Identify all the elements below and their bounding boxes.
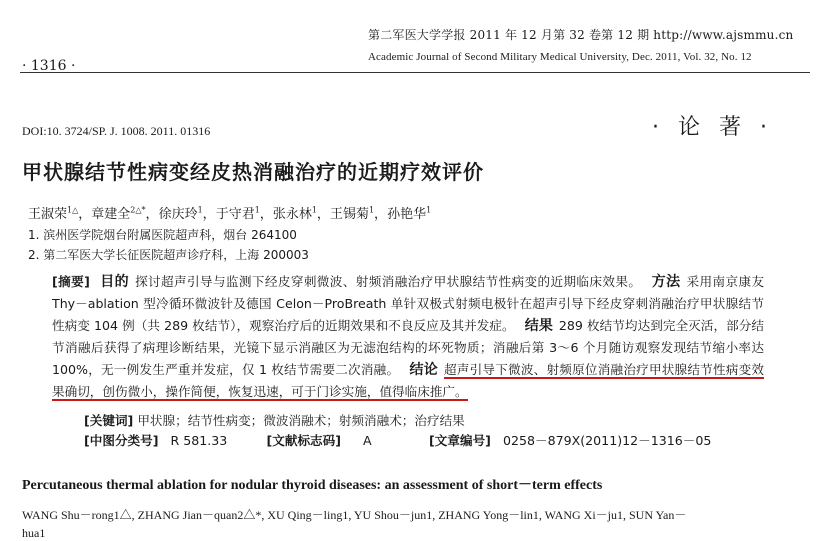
keywords-row bbox=[84, 410, 465, 429]
author-list-en-cont: hua1 bbox=[22, 526, 46, 540]
journal-header-en: Academic Journal of Second Military Medical University, Dec. 2011, Vol. 32, No. 12 bbox=[368, 51, 752, 63]
author-name: 张永林 bbox=[272, 207, 312, 222]
art-value: 0258－879X(2011)12－1316－05 bbox=[502, 433, 712, 448]
article-title-cn: 甲状腺结节性病变经皮热消融治疗的近期疗效评价 bbox=[22, 160, 484, 184]
author-sup: 1△ bbox=[67, 205, 79, 215]
author-sup: 1 bbox=[197, 205, 203, 215]
conclusion-label: 结论 bbox=[409, 362, 438, 378]
author-sup: 1 bbox=[368, 205, 375, 215]
doi-line: DOI:10. 3724/SP. J. 1008. 2011. 01316 bbox=[22, 124, 211, 138]
cls-label: [中图分类号] bbox=[84, 433, 159, 448]
keywords-label: [关键词] bbox=[84, 413, 134, 428]
author-name: 章建全 bbox=[91, 207, 131, 222]
header-rule bbox=[20, 72, 810, 73]
author-list-en: WANG Shu－rong1△, ZHANG Jian－quan2△*, XU Qing－ling1, YU Shou－jun1, ZHANG Yong－lin1, WANG Xi－ju1, SUN Yan－ bbox=[22, 508, 687, 522]
results-text: 289 枚结节均达到完全灭活，部分结节消融后获得了病理诊断结果，光镜下显示消融区为无滤泡结构的坏死物质；消融后第 3～6 个月随访观察发现结节缩小率达 100%，无一例发生严重并发症，仅 1 枚结节需要二次消融。 bbox=[52, 318, 764, 377]
objective-text: 探讨超声引导与监测下经皮穿刺微波、射频消融治疗甲状腺结节性病变的近期临床效果。 bbox=[135, 274, 642, 289]
author-name: 徐庆玲 bbox=[158, 207, 198, 222]
methods-text: 采用南京康友 Thy－ablation 型冷循环微波针及德国 Celon－ProBreath 单针双极式射频电极针在超声引导下经皮穿刺消融治疗甲状腺结节性病变 104 例（共 289 枚结节），观察治疗后的近期效果和不良反应及其并发症。 bbox=[52, 274, 765, 333]
author-name: 王锡菊 bbox=[329, 207, 369, 222]
article-title-en: Percutaneous thermal ablation for nodular thyroid diseases: an assessment of short－term effects bbox=[22, 478, 603, 493]
abstract-label: [摘要] bbox=[52, 274, 90, 289]
affiliation-2: 2. 第二军医大学长征医院超声诊疗科，上海 200003 bbox=[28, 248, 309, 262]
conclusion-text-highlighted: 超声引导下微波、射频原位消融治疗甲状腺结节性病变效果确切，创伤微小，操作简便，恢复迅速，可于门诊实施，值得临床推广。 bbox=[52, 362, 765, 399]
methods-label: 方法 bbox=[651, 274, 681, 290]
classification-row bbox=[84, 430, 711, 449]
cls-value: R 581.33 bbox=[170, 433, 228, 448]
author-sup: 1 bbox=[254, 205, 260, 215]
author-name: 王淑荣 bbox=[28, 207, 68, 222]
author-name: 孙艳华 bbox=[387, 207, 427, 222]
results-label: 结果 bbox=[524, 318, 553, 334]
author-sup: 1 bbox=[311, 205, 317, 215]
author-sup: 1 bbox=[426, 205, 432, 215]
page-number: · 1316 · bbox=[22, 58, 76, 74]
doc-label: [文献标志码] bbox=[266, 433, 341, 448]
abstract-block bbox=[52, 271, 764, 403]
affiliation-1: 1. 滨州医学院烟台附属医院超声科，烟台 264100 bbox=[28, 228, 297, 242]
art-label: [文章编号] bbox=[429, 433, 491, 448]
doc-value: A bbox=[363, 433, 372, 448]
keywords-text: 甲状腺；结节性病变；微波消融术；射频消融术；治疗结果 bbox=[137, 413, 465, 428]
author-name: 于守君 bbox=[215, 207, 255, 222]
author-sup: 2△* bbox=[130, 205, 146, 215]
objective-label: 目的 bbox=[100, 274, 130, 290]
column-label: · 论 著 · bbox=[652, 115, 773, 140]
author-list: 王淑荣$^{1\triangle}$，章建全$^{2\triangle*}$，徐庆玲$^1$，于守君$^1$，张永林$^1$，王锡菊$^1$，孙艳华$^1$ bbox=[28, 205, 432, 222]
journal-header-cn: 第二军医大学学报 2011 年 12 月第 32 卷第 12 期 http://www.ajsmmu.cn bbox=[368, 28, 794, 42]
